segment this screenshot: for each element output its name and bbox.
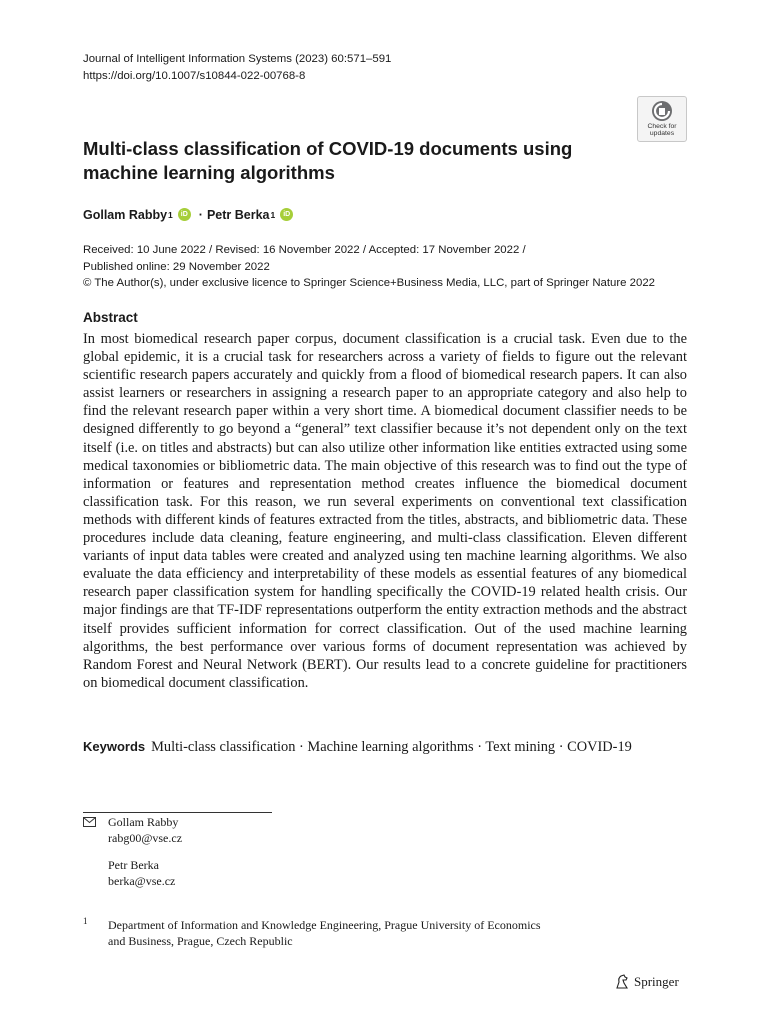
doi-link[interactable]: https://doi.org/10.1007/s10844-022-00768-8 <box>83 70 306 82</box>
contact-email[interactable]: rabg00@vse.cz <box>108 830 183 845</box>
publication-dates <box>83 242 703 292</box>
publisher-name: Springer <box>634 974 679 989</box>
journal-citation: Journal of Intelligent Information Systems (2023) 60:571–591 <box>83 53 392 65</box>
check-for-updates-icon <box>651 100 673 122</box>
abstract-text: In most biomedical research paper corpus, document classification is a crucial task. Even due to the global epidemic, it is a crucial task for researchers across a variety of fields to figure out the relevant scientific research papers accurately and quickly from a flood of biomedical research papers. It can also assist learners or researchers in assigning a research paper to an appropriate category and also help to find the relevant research paper within a very short time. A biomedical document classifier needs to be designed differently to go beyond a “general” text classifier because it’s not dependent only on the text itself (i.e. on titles and abstracts) but can also utilize other information like entities extracted using some medical taxonomies or bibliometric data. The main objective of this research was to find out the type of information or features and representation method creates influence the biomedical document classification task. For this reason, we run several experiments on conventional text classification methods with different kinds of features extracted from the titles, abstracts, and bibliometric data. These procedures include data cleaning, feature engineering, and multi-class classification. Eleven different variants of input data tables were created and analyzed using ten machine learning algorithms. We also evaluate the data efficiency and interpretability of these models as essential features of any biomedical research paper classification system for handling specifically the COVID-19 related health crisis. Our major findings are that TF-IDF representations outperform the entity extraction methods and the abstract itself provides sufficient information for correct classification. Out of the used machine learning algorithms, the best performance over various forms of document representation was achieved by Random Forest and Neural Network (BERT). Our results lead to a concrete guideline for practitioners on biomedical document classification. <box>83 331 687 691</box>
title-line-2: machine learning algorithms <box>83 161 335 183</box>
dates-line-1: Received: 10 June 2022 / Revised: 16 November 2022 / Accepted: 17 November 2022 / <box>83 244 526 256</box>
check-label-1: Check for <box>647 123 677 130</box>
orcid-icon[interactable]: iD <box>178 208 191 221</box>
journal-header <box>83 51 391 85</box>
author-list <box>83 208 297 222</box>
author-name[interactable]: Gollam Rabby <box>83 208 168 222</box>
contact-entry <box>108 815 182 847</box>
contact-email[interactable]: berka@vse.cz <box>108 873 176 888</box>
author-name[interactable]: Petr Berka <box>206 208 270 222</box>
affiliation-line-1: Department of Information and Knowledge Engineering, Prague University of Economics <box>108 918 541 932</box>
author-affil-mark: 1 <box>168 210 173 220</box>
paper-title <box>83 137 643 184</box>
contact-name: Petr Berka <box>108 858 159 872</box>
abstract-heading: Abstract <box>83 310 138 325</box>
footnote-divider <box>83 812 272 813</box>
keywords-label: Keywords <box>83 739 146 754</box>
contact-name: Gollam Rabby <box>108 815 179 829</box>
orcid-icon[interactable]: iD <box>280 208 293 221</box>
check-for-updates-badge[interactable] <box>637 96 687 142</box>
title-line-1: Multi-class classification of COVID-19 documents using <box>83 138 573 159</box>
footnote-number: 1 <box>83 916 88 926</box>
publisher-logo[interactable] <box>614 974 679 990</box>
keywords <box>83 738 687 757</box>
affiliation <box>108 918 668 950</box>
dates-line-2: Published online: 29 November 2022 <box>83 260 270 273</box>
copyright-line: © The Author(s), under exclusive licence to Springer Science+Business Media, LLC, part of Springer Nature 2022 <box>83 277 656 289</box>
author-affil-mark: 1 <box>270 210 276 220</box>
affiliation-line-2: and Business, Prague, Czech Republic <box>108 933 293 948</box>
springer-horse-icon <box>614 974 630 990</box>
author-separator: · <box>198 208 203 222</box>
keywords-text: Multi-class classification · Machine learning algorithms · Text mining · COVID-19 <box>151 739 632 755</box>
envelope-icon <box>83 817 96 827</box>
check-label-2: updates <box>649 130 675 137</box>
contact-entry <box>108 858 175 890</box>
